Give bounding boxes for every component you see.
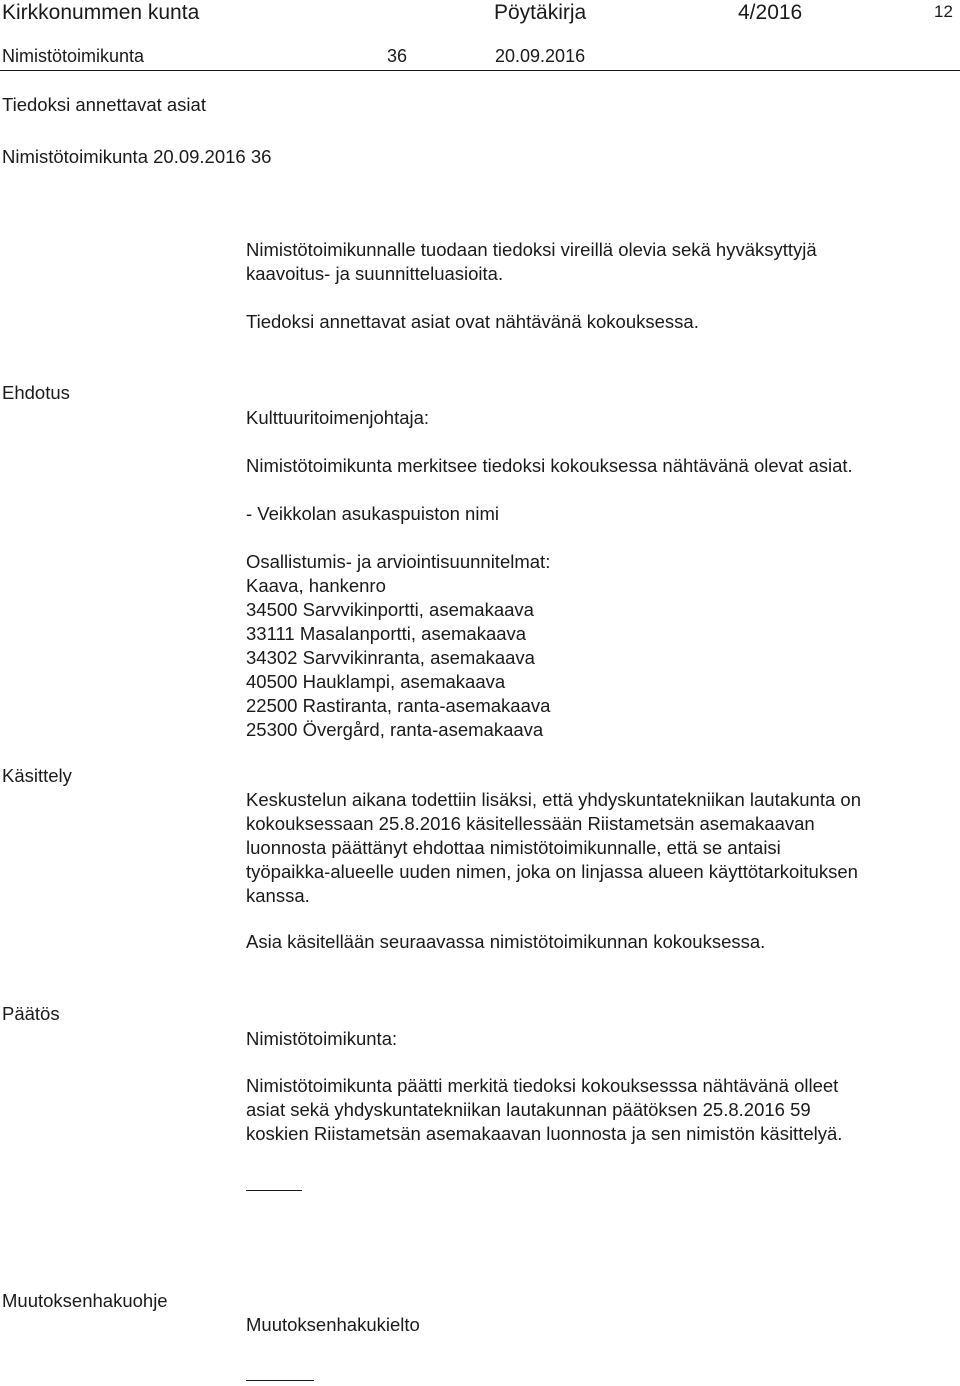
section-number: 36 — [387, 46, 408, 66]
intro-paragraph — [246, 238, 817, 286]
intro-line: kaavoitus- ja suunnitteluasioita. — [246, 263, 504, 284]
municipality-name: Kirkkonummen kunta — [2, 1, 200, 24]
paatos-paragraph — [246, 1074, 842, 1146]
list-item: 25300 Övergård, ranta-asemakaava — [246, 719, 544, 740]
item-reference: Nimistötoimikunta 20.09.2016 36 — [2, 146, 272, 167]
paatos-decider: Nimistötoimikunta: — [246, 1028, 398, 1049]
meeting-date: 20.09.2016 — [495, 46, 586, 66]
list-item: 40500 Hauklampi, asemakaava — [246, 671, 506, 692]
separator-rule — [246, 1380, 314, 1381]
muutoksenhaku-label: Muutoksenhakuohje — [2, 1290, 168, 1311]
ehdotus-text: Nimistötoimikunta merkitsee tiedoksi kokouksessa nähtävänä olevat asiat. — [246, 455, 853, 476]
muutoksenhaku-text: Muutoksenhakukielto — [246, 1314, 420, 1335]
kasittely-line: työpaikka-alueelle uuden nimen, joka on linjassa alueen käyttötarkoituksen — [246, 861, 858, 882]
ehdotus-proposer: Kulttuuritoimenjohtaja: — [246, 407, 430, 428]
kasittely-line: luonnosta päättänyt ehdottaa nimistötoimikunnalle, että se antaisi — [246, 837, 781, 858]
kasittely-paragraph — [246, 788, 861, 908]
list-item: 34302 Sarvvikinranta, asemakaava — [246, 647, 535, 668]
header-divider — [0, 70, 960, 71]
paatos-line: koskien Riistametsän asemakaavan luonnosta ja sen nimistön käsittelyä. — [246, 1123, 843, 1144]
item-title: Tiedoksi annettavat asiat — [2, 94, 206, 115]
ehdotus-bullet: - Veikkolan asukaspuiston nimi — [246, 503, 499, 524]
plans-list — [246, 550, 550, 742]
kasittely-label: Käsittely — [2, 765, 72, 786]
kasittely-line: kanssa. — [246, 885, 310, 906]
paatos-label: Päätös — [2, 1003, 60, 1024]
paatos-line: asiat sekä yhdyskuntatekniikan lautakunnan päätöksen 25.8.2016 59 — [246, 1099, 811, 1120]
document-type: Pöytäkirja — [494, 1, 587, 24]
document-number: 4/2016 — [738, 1, 803, 24]
list-item: Kaava, hankenro — [246, 575, 386, 596]
list-item: 34500 Sarvvikinportti, asemakaava — [246, 599, 534, 620]
list-item: 22500 Rastiranta, ranta-asemakaava — [246, 695, 551, 716]
kasittely-line: kokouksessaan 25.8.2016 käsitellessään Riistametsän asemakaavan — [246, 813, 815, 834]
ehdotus-label: Ehdotus — [2, 382, 70, 403]
kasittely-line: Keskustelun aikana todettiin lisäksi, että yhdyskuntatekniikan lautakunta on — [246, 789, 861, 810]
list-item: 33111 Masalanportti, asemakaava — [246, 623, 527, 644]
meeting-body: Nimistötoimikunta — [2, 46, 145, 66]
intro-note: Tiedoksi annettavat asiat ovat nähtävänä kokouksessa. — [246, 311, 699, 332]
separator-rule — [246, 1190, 302, 1191]
paatos-line: Nimistötoimikunta päätti merkitä tiedoksi kokouksesssa nähtävänä olleet — [246, 1075, 839, 1096]
page-number: 12 — [934, 2, 953, 21]
intro-line: Nimistötoimikunnalle tuodaan tiedoksi vireillä olevia sekä hyväksyttyjä — [246, 239, 817, 260]
plans-heading: Osallistumis- ja arviointisuunnitelmat: — [246, 551, 551, 572]
kasittely-note: Asia käsitellään seuraavassa nimistötoimikunnan kokouksessa. — [246, 931, 766, 952]
